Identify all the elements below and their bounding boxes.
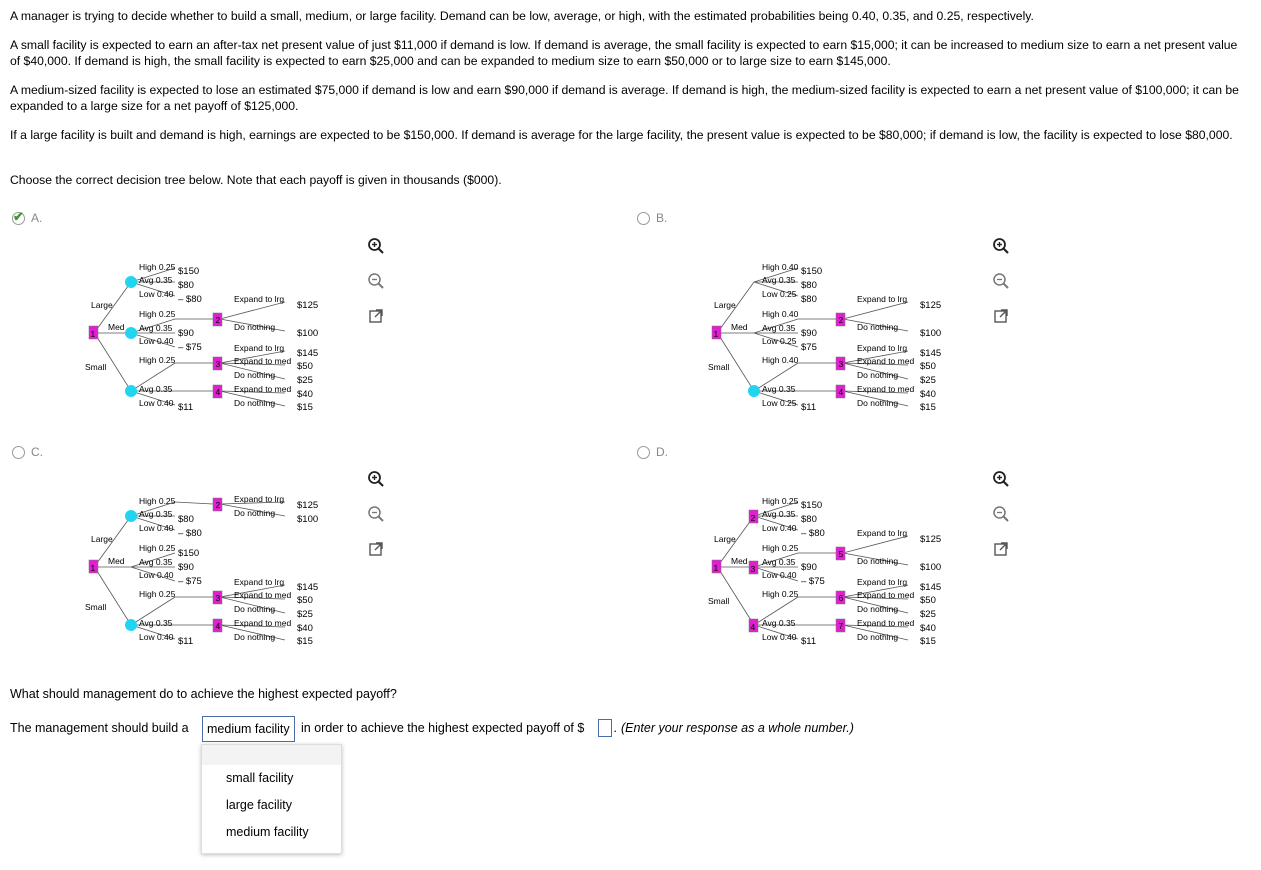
action-label: Expand to med [857, 618, 915, 628]
branch-prob: Low 0.40 [139, 632, 174, 642]
payoff-input[interactable] [598, 719, 612, 737]
zoom-out-icon[interactable] [365, 503, 387, 525]
branch-large-label: Large [91, 300, 113, 310]
option-c[interactable] [12, 445, 43, 459]
action-label: Expand to lrg [234, 494, 285, 504]
zoom-in-icon[interactable] [990, 235, 1012, 257]
menu-item-medium[interactable]: medium facility [226, 825, 309, 839]
branch-prob: Avg 0.35 [762, 323, 796, 333]
zoom-out-icon[interactable] [990, 503, 1012, 525]
branch-prob: Low 0.40 [139, 523, 174, 533]
branch-prob: Low 0.40 [139, 570, 174, 580]
payoff: $100 [297, 514, 319, 525]
open-external-icon[interactable] [990, 305, 1012, 327]
payoff: $25 [297, 609, 313, 620]
action-label: Expand to lrg [857, 528, 908, 538]
node-1-label: 1 [713, 329, 719, 339]
action-label: Do nothing [857, 322, 899, 332]
payoff: $100 [920, 562, 942, 573]
node-3-label: 3 [750, 564, 756, 574]
payoff: $90 [178, 562, 194, 573]
branch-med-label: Med [108, 322, 125, 332]
payoff: – $80 [801, 528, 825, 539]
payoff: $100 [920, 328, 942, 339]
radio-icon[interactable] [12, 446, 25, 459]
payoff: $15 [920, 402, 936, 413]
action-label: Expand to med [857, 384, 915, 394]
branch-prob: Avg 0.35 [139, 275, 173, 285]
branch-small-label: Small [708, 596, 730, 606]
payoff: – $75 [801, 576, 825, 587]
payoff: $11 [801, 402, 817, 413]
branch-prob: Low 0.40 [139, 289, 174, 299]
action-label: Expand to med [234, 590, 292, 600]
answer-hint: . (Enter your response as a whole number.) [614, 721, 854, 735]
problem-medium: A medium-sized facility is expected to lose an estimated $75,000 if demand is low and earn $90,000 if demand is average. If demand is high, the medium-sized facility is expected to earn a net present value of $100,000; it can be expanded to a large size for a net payoff of $125,000. [10, 83, 1239, 113]
branch-prob: High 0.40 [762, 355, 799, 365]
branch-prob: High 0.25 [762, 496, 799, 506]
payoff: $11 [178, 636, 194, 647]
problem-intro: A manager is trying to decide whether to build a small, medium, or large facility. Demand can be low, average, or high, with the estimated probabilities being 0.40, 0.35, and 0.25, respectively. [10, 9, 1034, 23]
action-label: Expand to lrg [234, 577, 285, 587]
payoff: $150 [178, 548, 200, 559]
branch-prob: High 0.25 [762, 589, 799, 599]
branch-prob: Avg 0.35 [139, 323, 173, 333]
tree-d-tools [990, 468, 1012, 560]
option-a-label: A. [31, 211, 43, 225]
payoff: $145 [920, 348, 942, 359]
action-label: Do nothing [857, 632, 899, 642]
option-a[interactable] [12, 208, 43, 225]
payoff: – $75 [178, 342, 202, 353]
action-label: Do nothing [234, 632, 276, 642]
payoff: $50 [920, 361, 936, 372]
branch-prob: Low 0.40 [762, 570, 797, 580]
open-external-icon[interactable] [990, 538, 1012, 560]
payoff: $145 [297, 582, 319, 593]
branch-prob: Low 0.40 [139, 398, 174, 408]
payoff: $90 [178, 328, 194, 339]
branch-prob: High 0.25 [139, 496, 176, 506]
radio-icon[interactable] [637, 446, 650, 459]
option-b[interactable] [637, 211, 667, 225]
tree-b-tools [990, 235, 1012, 327]
action-label: Expand to med [234, 618, 292, 628]
facility-dropdown[interactable]: medium facility [202, 716, 295, 742]
payoff: $15 [297, 402, 313, 413]
action-label: Do nothing [234, 322, 276, 332]
action-label: Expand to med [857, 356, 915, 366]
branch-prob: Avg 0.35 [762, 275, 796, 285]
branch-large-label: Large [714, 534, 736, 544]
branch-prob: High 0.25 [139, 262, 176, 272]
node-2-label: 2 [215, 315, 221, 325]
branch-prob: Avg 0.35 [139, 618, 173, 628]
branch-prob: High 0.25 [139, 543, 176, 553]
branch-prob: High 0.25 [139, 589, 176, 599]
branch-prob: Low 0.25 [762, 398, 797, 408]
payoff: $11 [801, 636, 817, 647]
payoff: $25 [297, 375, 313, 386]
payoff: $125 [297, 300, 319, 311]
branch-prob: Avg 0.35 [762, 557, 796, 567]
payoff: $125 [920, 534, 942, 545]
checkmark-icon: ✔ [13, 208, 24, 224]
decision-tree-c [85, 492, 375, 677]
branch-small-label: Small [85, 602, 107, 612]
zoom-in-icon[interactable] [365, 468, 387, 490]
payoff: $145 [297, 348, 319, 359]
node-1-label: 1 [90, 329, 96, 339]
payoff: $75 [801, 342, 817, 353]
payoff: $150 [178, 266, 200, 277]
payoff: – $80 [178, 528, 202, 539]
payoff: $40 [297, 389, 313, 400]
action-label: Expand to lrg [857, 343, 908, 353]
branch-prob: Avg 0.35 [762, 384, 796, 394]
branch-prob: Avg 0.35 [139, 557, 173, 567]
problem-prompt: Choose the correct decision tree below. Note that each payoff is given in thousands ($000). [10, 173, 502, 187]
answer-middle: in order to achieve the highest expected payoff of $ [301, 721, 585, 735]
radio-icon[interactable] [12, 208, 25, 225]
payoff: $125 [297, 500, 319, 511]
payoff: $125 [920, 300, 942, 311]
action-label: Expand to med [234, 384, 292, 394]
action-label: Do nothing [857, 604, 899, 614]
action-label: Expand to lrg [234, 343, 285, 353]
question-text: What should management do to achieve the highest expected payoff? [10, 687, 397, 701]
action-label: Do nothing [857, 398, 899, 408]
branch-small-label: Small [85, 362, 107, 372]
branch-prob: High 0.40 [762, 309, 799, 319]
node-3-label: 3 [838, 359, 844, 369]
action-label: Expand to lrg [234, 294, 285, 304]
radio-icon[interactable] [637, 212, 650, 225]
payoff: $15 [297, 636, 313, 647]
node-3-label: 3 [215, 593, 221, 603]
option-d-label: D. [656, 445, 668, 459]
open-external-icon[interactable] [365, 305, 387, 327]
branch-med-label: Med [731, 322, 748, 332]
node-1-label: 1 [90, 563, 96, 573]
open-external-icon[interactable] [365, 538, 387, 560]
branch-prob: Avg 0.35 [762, 618, 796, 628]
node-1-label: 1 [713, 563, 719, 573]
payoff: $50 [297, 361, 313, 372]
node-5-label: 5 [838, 549, 844, 559]
option-b-label: B. [656, 211, 668, 225]
node-4-label: 4 [838, 387, 844, 397]
menu-item-large[interactable]: large facility [226, 798, 292, 812]
payoff: $100 [297, 328, 319, 339]
answer-prefix: The management should build a [10, 721, 189, 735]
node-2-label: 2 [215, 500, 221, 510]
zoom-in-icon[interactable] [990, 468, 1012, 490]
action-label: Expand to med [234, 356, 292, 366]
payoff: $50 [297, 595, 313, 606]
branch-prob: High 0.25 [139, 355, 176, 365]
branch-prob: High 0.40 [762, 262, 799, 272]
node-4-label: 4 [750, 622, 756, 632]
branch-prob: Avg 0.35 [139, 384, 173, 394]
node-2-label: 2 [750, 513, 756, 523]
action-label: Expand to med [857, 590, 915, 600]
payoff: $80 [801, 280, 817, 291]
payoff: $11 [178, 402, 194, 413]
payoff: $90 [801, 328, 817, 339]
node-2-label: 2 [838, 315, 844, 325]
action-label: Do nothing [857, 556, 899, 566]
payoff: $25 [920, 375, 936, 386]
dropdown-menu [201, 744, 342, 854]
tree-a-tools [365, 235, 387, 327]
menu-item-small[interactable]: small facility [226, 771, 294, 785]
payoff: – $75 [178, 576, 202, 587]
menu-blank-item[interactable] [202, 745, 341, 765]
node-6-label: 6 [838, 593, 844, 603]
node-3-label: 3 [215, 359, 221, 369]
payoff: $40 [297, 623, 313, 634]
payoff: $150 [801, 266, 823, 277]
option-c-label: C. [31, 445, 43, 459]
decision-tree-b [708, 258, 998, 443]
decision-tree-d [708, 492, 998, 677]
branch-prob: Low 0.25 [762, 289, 797, 299]
payoff: $50 [920, 595, 936, 606]
payoff: $80 [801, 294, 817, 305]
branch-large-label: Large [714, 300, 736, 310]
payoff: $80 [178, 514, 194, 525]
payoff: $80 [801, 514, 817, 525]
problem-large: If a large facility is built and demand is high, earnings are expected to be $150,000. If demand is average for the large facility, the present value is expected to be $80,000; if demand is low, the facility is expected to lose $80,000. [10, 128, 1233, 142]
payoff: $90 [801, 562, 817, 573]
branch-small-label: Small [708, 362, 730, 372]
branch-prob: Low 0.25 [762, 336, 797, 346]
branch-prob: Low 0.40 [762, 523, 797, 533]
zoom-in-icon[interactable] [365, 235, 387, 257]
branch-prob: High 0.25 [762, 543, 799, 553]
payoff: $80 [178, 280, 194, 291]
action-label: Do nothing [234, 508, 276, 518]
action-label: Do nothing [857, 370, 899, 380]
action-label: Expand to lrg [857, 577, 908, 587]
payoff: $25 [920, 609, 936, 620]
payoff: $40 [920, 389, 936, 400]
action-label: Do nothing [234, 604, 276, 614]
branch-prob: Avg 0.35 [762, 509, 796, 519]
action-label: Do nothing [234, 370, 276, 380]
decision-tree-a [85, 258, 375, 443]
tree-c-tools [365, 468, 387, 560]
branch-med-label: Med [731, 556, 748, 566]
payoff: $150 [801, 500, 823, 511]
payoff: $145 [920, 582, 942, 593]
payoff: $40 [920, 623, 936, 634]
option-d[interactable] [637, 445, 668, 459]
branch-med-label: Med [108, 556, 125, 566]
payoff: – $80 [178, 294, 202, 305]
branch-large-label: Large [91, 534, 113, 544]
payoff: $15 [920, 636, 936, 647]
zoom-out-icon[interactable] [365, 270, 387, 292]
branch-prob: Low 0.40 [139, 336, 174, 346]
action-label: Expand to lrg [857, 294, 908, 304]
zoom-out-icon[interactable] [990, 270, 1012, 292]
node-4-label: 4 [215, 387, 221, 397]
action-label: Do nothing [234, 398, 276, 408]
node-7-label: 7 [838, 621, 844, 631]
branch-prob: High 0.25 [139, 309, 176, 319]
problem-small: A small facility is expected to earn an after-tax net present value of just $11,000 if demand is low. If demand is average, the small facility is expected to earn $15,000; it can be increased to medium size to earn a net present value of $40,000. If demand is high, the small facility is expected to earn $25,000 and can be expanded to medium size to earn $50,000 or to large size to earn $145,000. [10, 38, 1238, 68]
branch-prob: Avg 0.35 [139, 509, 173, 519]
branch-prob: Low 0.40 [762, 632, 797, 642]
node-4-label: 4 [215, 621, 221, 631]
